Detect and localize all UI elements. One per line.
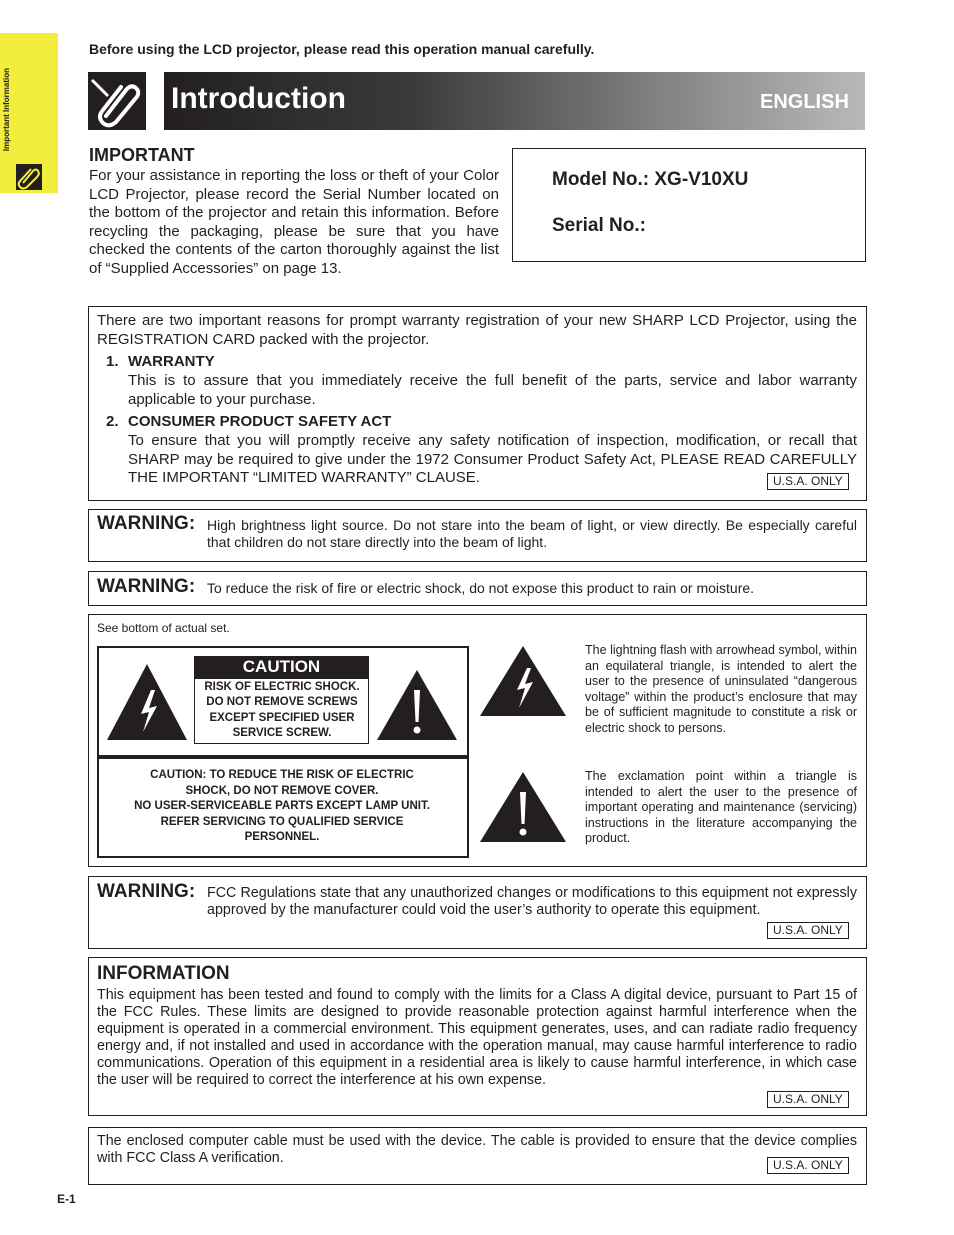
warning-label: WARNING:	[97, 881, 196, 902]
information-text: This equipment has been tested and found to comply with the limits for a Class A digital device, pursuant to Part 15 of the FCC Rules. These limits are designed to provide reasonable protection against harmful interference when the equipment is operated in a commercial environment. This equipment generates, uses, and can radiate radio frequency energy and, if not installed and used in accordance with the operation manual, may cause harmful interference to radio communications. Operation of this equipment in a residential area is likely to cause harmful interference, in which case the user will be required to correct the interference at his own expense.	[97, 987, 857, 1088]
side-tab-label: Important Information	[2, 68, 11, 152]
top-notice: Before using the LCD projector, please read this operation manual carefully.	[89, 41, 595, 57]
safety-item-num: 2.	[106, 413, 119, 430]
warning-label: WARNING:	[97, 576, 196, 597]
safety-item-title: CONSUMER PRODUCT SAFETY ACT	[128, 413, 392, 430]
exclamation-warning-icon	[375, 668, 459, 742]
model-serial-box	[512, 148, 866, 262]
warranty-item-num: 1.	[106, 353, 119, 370]
paperclip-icon	[88, 72, 146, 130]
caution-lower-line: REFER SERVICING TO QUALIFIED SERVICE PERSONNEL.	[160, 815, 404, 843]
caution-lower-line: NO USER-SERVICEABLE PARTS EXCEPT LAMP UNIT.	[134, 800, 430, 812]
warning-text: High brightness light source. Do not stare into the beam of light, or view directly. Be especially careful that children do not stare directly into the beam of light.	[207, 517, 857, 550]
warranty-intro: There are two important reasons for prompt warranty registration of your new SHARP LCD Projector, using the REGISTRATION CARD packed with the projector.	[97, 312, 857, 348]
lightning-description: The lightning flash with arrowhead symbol, within an equilateral triangle, is intended to alert the user to the presence of uninsulated “dangerous voltage” within the product’s enclosure that may be of sufficient magnitude to constitute a risk or electric shock to persons.	[585, 643, 857, 735]
caution-title: CAUTION	[242, 657, 321, 676]
page-title: Introduction	[171, 82, 346, 115]
warning-text: FCC Regulations state that any unauthorized changes or modifications to this equipment not expressly approved by the manufacturer could void the user’s authority to operate this equipment.	[207, 885, 857, 918]
usa-only-badge: U.S.A. ONLY	[767, 1091, 849, 1108]
lightning-symbol-icon	[478, 644, 568, 718]
language-label: ENGLISH	[760, 91, 849, 113]
caution-lower-line: CAUTION: TO REDUCE THE RISK OF ELECTRIC SHOCK, DO NOT REMOVE COVER.	[150, 769, 414, 797]
exclamation-symbol-icon	[478, 770, 568, 844]
caution-note: See bottom of actual set.	[97, 621, 230, 635]
caution-lower-text	[99, 768, 465, 846]
paperclip-icon	[16, 164, 42, 190]
page-number: E-1	[57, 1192, 76, 1206]
usa-only-badge: U.S.A. ONLY	[767, 473, 849, 490]
usa-only-badge: U.S.A. ONLY	[767, 1157, 849, 1174]
important-body: For your assistance in reporting the loss or theft of your Color LCD Projector, please record the Serial Number located on the bottom of the projector and retain this information. Before recycling the packaging, please be sure that you have checked the contents of the carton thoroughly against the list of “Supplied Accessories” on page 13.	[89, 167, 499, 277]
information-heading: INFORMATION	[97, 963, 230, 984]
warning-label: WARNING:	[97, 513, 196, 534]
caution-text: RISK OF ELECTRIC SHOCK. DO NOT REMOVE SCREWS EXCEPT SPECIFIED USER SERVICE SCREW.	[204, 681, 360, 740]
lightning-warning-icon	[105, 662, 189, 742]
important-heading: IMPORTANT	[89, 145, 195, 165]
warranty-item-title: WARRANTY	[128, 353, 215, 370]
warranty-item-text: This is to assure that you immediately receive the full benefit of the parts, service and labor warranty applicable to your purchase.	[128, 372, 857, 408]
warning-text: To reduce the risk of fire or electric shock, do not expose this product to rain or moisture.	[207, 580, 755, 596]
safety-item-text: To ensure that you will promptly receive any safety notification of inspection, modification, or recall that SHARP may be required to give under the 1972 Consumer Product Safety Act, PLEASE READ CAREFULLY THE IMPORTANT “LIMITED WARRANTY” CLAUSE.	[128, 432, 857, 487]
serial-number: Serial No.:	[552, 215, 646, 236]
cable-text: The enclosed computer cable must be used with the device. The cable is provided to ensure that the device complies with FCC Class A verification.	[97, 1133, 857, 1166]
model-number: Model No.: XG-V10XU	[552, 169, 749, 190]
usa-only-badge: U.S.A. ONLY	[767, 922, 849, 939]
exclamation-description: The exclamation point within a triangle is intended to alert the user to the presence of important operating and maintenance (servicing) instructions in the literature accompanying the product.	[585, 769, 857, 845]
